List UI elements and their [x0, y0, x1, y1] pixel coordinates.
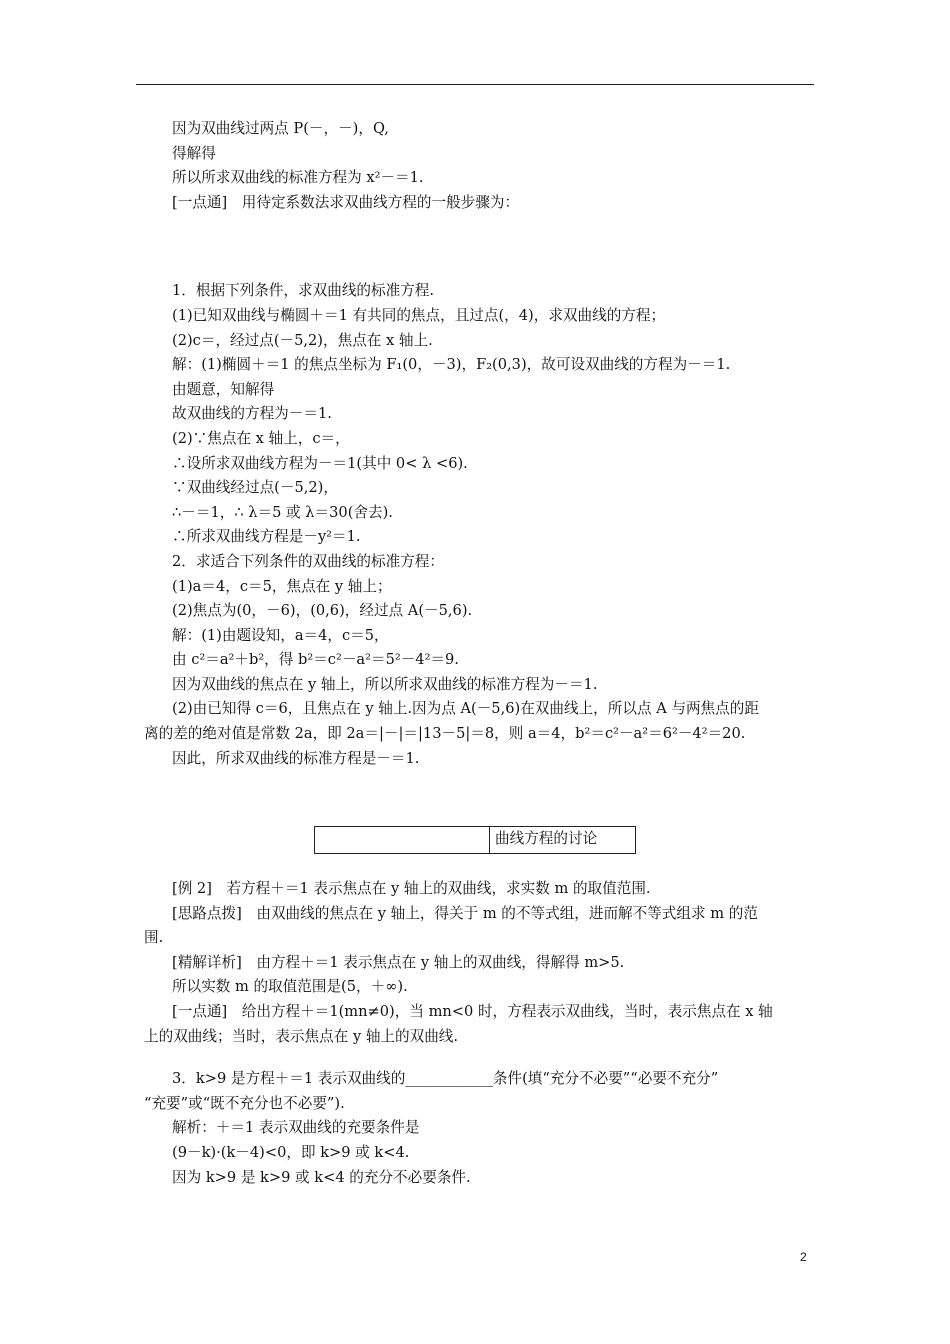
solution-line: ∴－＝1，∴ λ＝5 或 λ＝30(舍去). — [172, 503, 393, 521]
exercise-line: (2)c＝，经过点(－5,2)，焦点在 x 轴上. — [172, 331, 433, 349]
solution-line: (2)∵焦点在 x 轴上，c＝， — [172, 429, 350, 447]
tip-line: 上的双曲线；当时，表示焦点在 y 轴上的双曲线. — [144, 1027, 459, 1045]
solution-line: 由题意，知解得 — [172, 380, 275, 398]
tip-heading: [一点通] 用待定系数法求双曲线方程的一般步骤为： — [172, 193, 520, 211]
exercise-line: 1．根据下列条件，求双曲线的标准方程. — [172, 282, 435, 300]
analysis-line: [精解详析] 由方程＋＝1 表示焦点在 y 轴上的双曲线，得解得 m>5. — [172, 953, 625, 971]
blank-space — [144, 1049, 816, 1067]
solution-line: 因为 k>9 是 k>9 或 k<4 的充分不必要条件. — [172, 1168, 471, 1186]
solution-line: 解：(1)由题设知，a＝4，c＝5， — [172, 626, 389, 644]
section-title: 曲线方程的讨论 — [495, 830, 598, 847]
hint-line: 围. — [144, 929, 164, 947]
solution-line: (2)由已知得 c＝6，且焦点在 y 轴上.因为点 A(－5,6)在双曲线上，所以点 A 与两焦点的距 — [172, 700, 759, 718]
solution-line: ∵双曲线经过点(－5,2)， — [172, 479, 338, 497]
exercise-line: (1)a＝4，c＝5，焦点在 y 轴上； — [172, 577, 392, 595]
blank-space — [144, 215, 816, 279]
exercise-line: 2．求适合下列条件的双曲线的标准方程： — [172, 552, 444, 570]
solution-line: ∴设所求双曲线方程为－＝1(其中 0< λ <6). — [172, 454, 468, 472]
box-divider — [489, 827, 490, 853]
text-line: 所以所求双曲线的标准方程为 x²－＝1. — [172, 169, 424, 187]
section-title-box — [314, 826, 636, 854]
document-body-lower — [144, 877, 816, 1190]
solution-line: 解：(1)椭圆＋＝1 的焦点坐标为 F₁(0，－3)，F₂(0,3)，故可设双曲线的方程为－＝1. — [172, 356, 731, 374]
document-body-upper — [144, 117, 816, 771]
solution-line: (9－k)·(k－4)<0，即 k>9 或 k<4. — [172, 1143, 410, 1161]
page-number: 2 — [800, 1250, 807, 1264]
solution-line: 因此，所求双曲线的标准方程是－＝1. — [172, 749, 420, 767]
solution-line: ∴所求双曲线方程是－y²＝1. — [172, 528, 361, 546]
solution-line: 因为双曲线的焦点在 y 轴上，所以所求双曲线的标准方程为－＝1. — [172, 675, 598, 693]
solution-line: 离的差的绝对值是常数 2a，即 2a＝|－|＝|13－5|＝8，则 a＝4，b²＝c²－a²＝6²－4²＝20. — [144, 725, 746, 743]
solution-line: 故双曲线的方程为－＝1. — [172, 405, 332, 423]
text-line: 因为双曲线过两点 P(－，－)，Q, — [172, 120, 389, 137]
exercise-line: “充要”或“既不充分也不必要”). — [144, 1094, 345, 1112]
text-line: 得解得 — [172, 144, 216, 162]
header-rule — [136, 84, 814, 85]
solution-line: 由 c²＝a²＋b²，得 b²＝c²－a²＝5²－4²＝9. — [172, 651, 459, 669]
solution-line: 解析：＋＝1 表示双曲线的充要条件是 — [172, 1119, 420, 1137]
exercise-line: (1)已知双曲线与椭圆＋＝1 有共同的焦点，且过点(，4)，求双曲线的方程； — [172, 306, 666, 324]
analysis-line: 所以实数 m 的取值范围是(5，＋∞). — [172, 978, 408, 996]
exercise-line: 3．k>9 是方程＋＝1 表示双曲线的____________条件(填“充分不必要”“必要不充分” — [172, 1070, 719, 1088]
example-line: [例 2] 若方程＋＝1 表示焦点在 y 轴上的双曲线，求实数 m 的取值范围. — [172, 880, 651, 897]
hint-line: [思路点拨] 由双曲线的焦点在 y 轴上，得关于 m 的不等式组，进而解不等式组求 m 的范 — [172, 904, 758, 922]
tip-line: [一点通] 给出方程＋＝1(mn≠0)，当 mn<0 时，方程表示双曲线，当时，表示焦点在 x 轴 — [172, 1002, 773, 1020]
exercise-line: (2)焦点为(0，－6)，(0,6)，经过点 A(－5,6). — [172, 602, 473, 620]
